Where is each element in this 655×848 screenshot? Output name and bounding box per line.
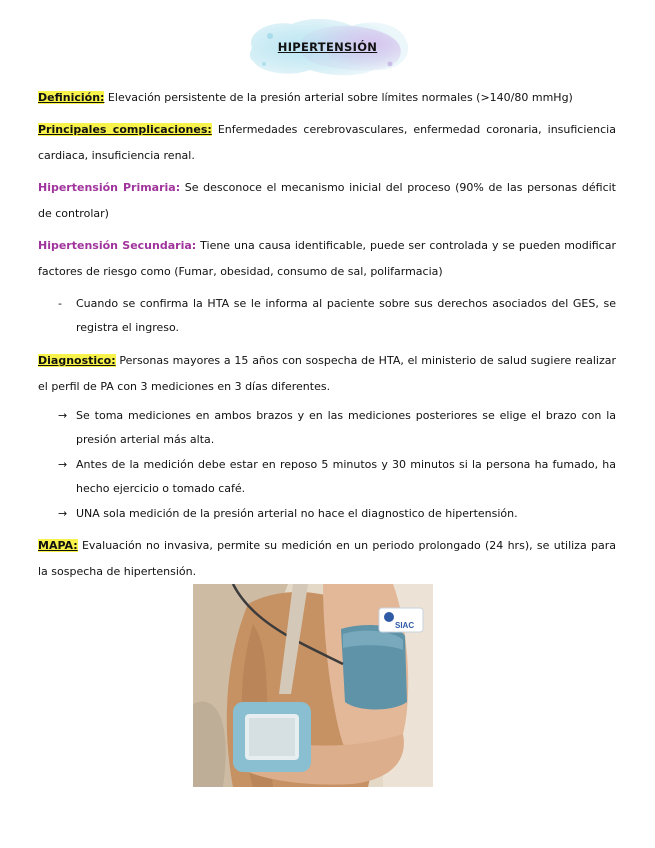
primary-hypertension-label: Hipertensión Primaria: — [38, 181, 181, 194]
title-block — [240, 14, 415, 80]
secondary-hypertension-label: Hipertensión Secundaria: — [38, 239, 197, 252]
secondary-hypertension-text: Tiene una causa identificable, puede ser controlada y se pueden modificar factores de riesgo como (Fumar, obesidad, consumo de sal, polifarmacia) — [38, 239, 616, 278]
secondary-hypertension-paragraph — [38, 233, 616, 285]
complications-paragraph — [38, 117, 616, 169]
diagnosis-item: UNA sola medición de la presión arterial no hace el diagnostico de hipertensión. — [76, 507, 518, 520]
complications-label: Principales complicaciones: — [38, 123, 212, 136]
diagnosis-label: Diagnostico: — [38, 354, 116, 367]
diagnosis-item: Se toma mediciones en ambos brazos y en las mediciones posteriores se elige el brazo con la presión arterial más alta. — [76, 409, 616, 446]
page-title: HIPERTENSIÓN — [277, 40, 378, 54]
arrow-icon: → — [58, 458, 68, 471]
mapa-label: MAPA: — [38, 539, 78, 552]
bp-monitor-photo — [193, 584, 433, 787]
arrow-icon: → — [58, 507, 68, 520]
ges-bullet-text: Cuando se confirma la HTA se le informa al paciente sobre sus derechos asociados del GES, se registra el ingreso. — [76, 297, 616, 334]
diagnosis-paragraph — [38, 348, 616, 400]
primary-hypertension-text: Se desconoce el mecanismo inicial del proceso (90% de las personas déficit de controlar) — [38, 181, 616, 220]
definition-text: Elevación persistente de la presión arterial sobre límites normales (>140/80 mmHg) — [104, 91, 573, 104]
definition-paragraph — [38, 85, 616, 111]
arrow-icon: → — [58, 409, 68, 422]
bullet-marker: - — [58, 297, 62, 310]
mapa-paragraph — [38, 533, 616, 585]
diagnosis-item: Antes de la medición debe estar en reposo 5 minutos y 30 minutos si la persona ha fumado, ha hecho ejercicio o tomado café. — [76, 458, 616, 495]
definition-label: Definición: — [38, 91, 105, 104]
photo-logo-text: SIAC — [395, 621, 415, 630]
primary-hypertension-paragraph — [38, 175, 616, 227]
mapa-text: Evaluación no invasiva, permite su medición en un periodo prolongado (24 hrs), se utiliza para la sospecha de hipertensión. — [38, 539, 616, 578]
complications-text: Enfermedades cerebrovasculares, enfermedad coronaria, insuficiencia cardiaca, insuficiencia renal. — [38, 123, 616, 162]
diagnosis-text: Personas mayores a 15 años con sospecha de HTA, el ministerio de salud sugiere realizar el perfil de PA con 3 mediciones en 3 días diferentes. — [38, 354, 616, 393]
bp-monitor-illustration — [193, 584, 433, 787]
